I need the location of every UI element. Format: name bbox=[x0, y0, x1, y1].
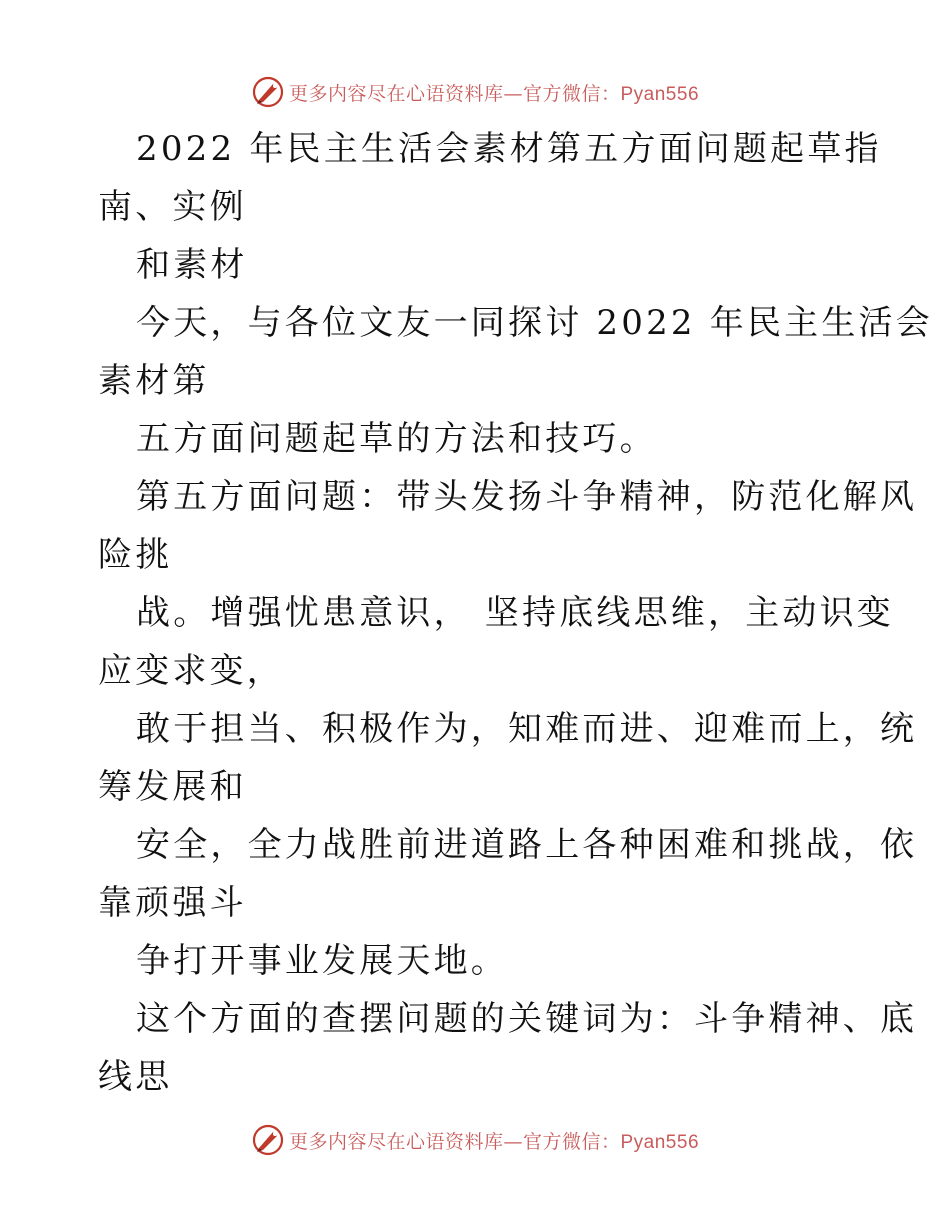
body-line: 素材第 bbox=[98, 361, 210, 401]
footer-wechat-id: Pyan556 bbox=[620, 1131, 700, 1153]
body-line: 敢于担当、积极作为，知难而进、迎难而上，统 bbox=[136, 709, 918, 749]
footer-banner bbox=[0, 1120, 950, 1160]
body-line: 筹发展和 bbox=[98, 767, 247, 807]
body-line: 险挑 bbox=[98, 535, 173, 575]
body-line: 线思 bbox=[98, 1057, 173, 1097]
header-banner bbox=[0, 72, 950, 112]
body-line: 今天，与各位文友一同探讨 2022 年民主生活会 bbox=[136, 303, 933, 343]
pen-logo-icon bbox=[251, 1123, 285, 1157]
header-banner-label: 更多内容尽在心语资料库—官方微信： bbox=[288, 82, 621, 105]
body-line: 第五方面问题：带头发扬斗争精神，防范化解风 bbox=[136, 477, 918, 517]
body-line: 和素材 bbox=[136, 245, 248, 285]
body-line: 战。增强忧患意识， 坚持底线思维，主动识变 bbox=[136, 593, 895, 633]
body-line: 2022 年民主生活会素材第五方面问题起草指 bbox=[136, 129, 882, 169]
document-body bbox=[98, 120, 933, 1106]
header-wechat-id: Pyan556 bbox=[620, 83, 700, 105]
body-line: 这个方面的查摆问题的关键词为：斗争精神、底 bbox=[136, 999, 918, 1039]
body-line: 南、实例 bbox=[98, 187, 247, 227]
footer-banner-label: 更多内容尽在心语资料库—官方微信： bbox=[288, 1130, 621, 1153]
body-line: 安全，全力战胜前进道路上各种困难和挑战，依 bbox=[136, 825, 918, 865]
body-line: 靠顽强斗 bbox=[98, 883, 247, 923]
body-line: 五方面问题起草的方法和技巧。 bbox=[136, 419, 657, 459]
body-line: 争打开事业发展天地。 bbox=[136, 941, 508, 981]
body-line: 应变求变， bbox=[98, 651, 284, 691]
footer-banner-text bbox=[289, 1127, 699, 1154]
pen-logo-icon bbox=[251, 75, 285, 109]
header-banner-text bbox=[289, 79, 699, 106]
